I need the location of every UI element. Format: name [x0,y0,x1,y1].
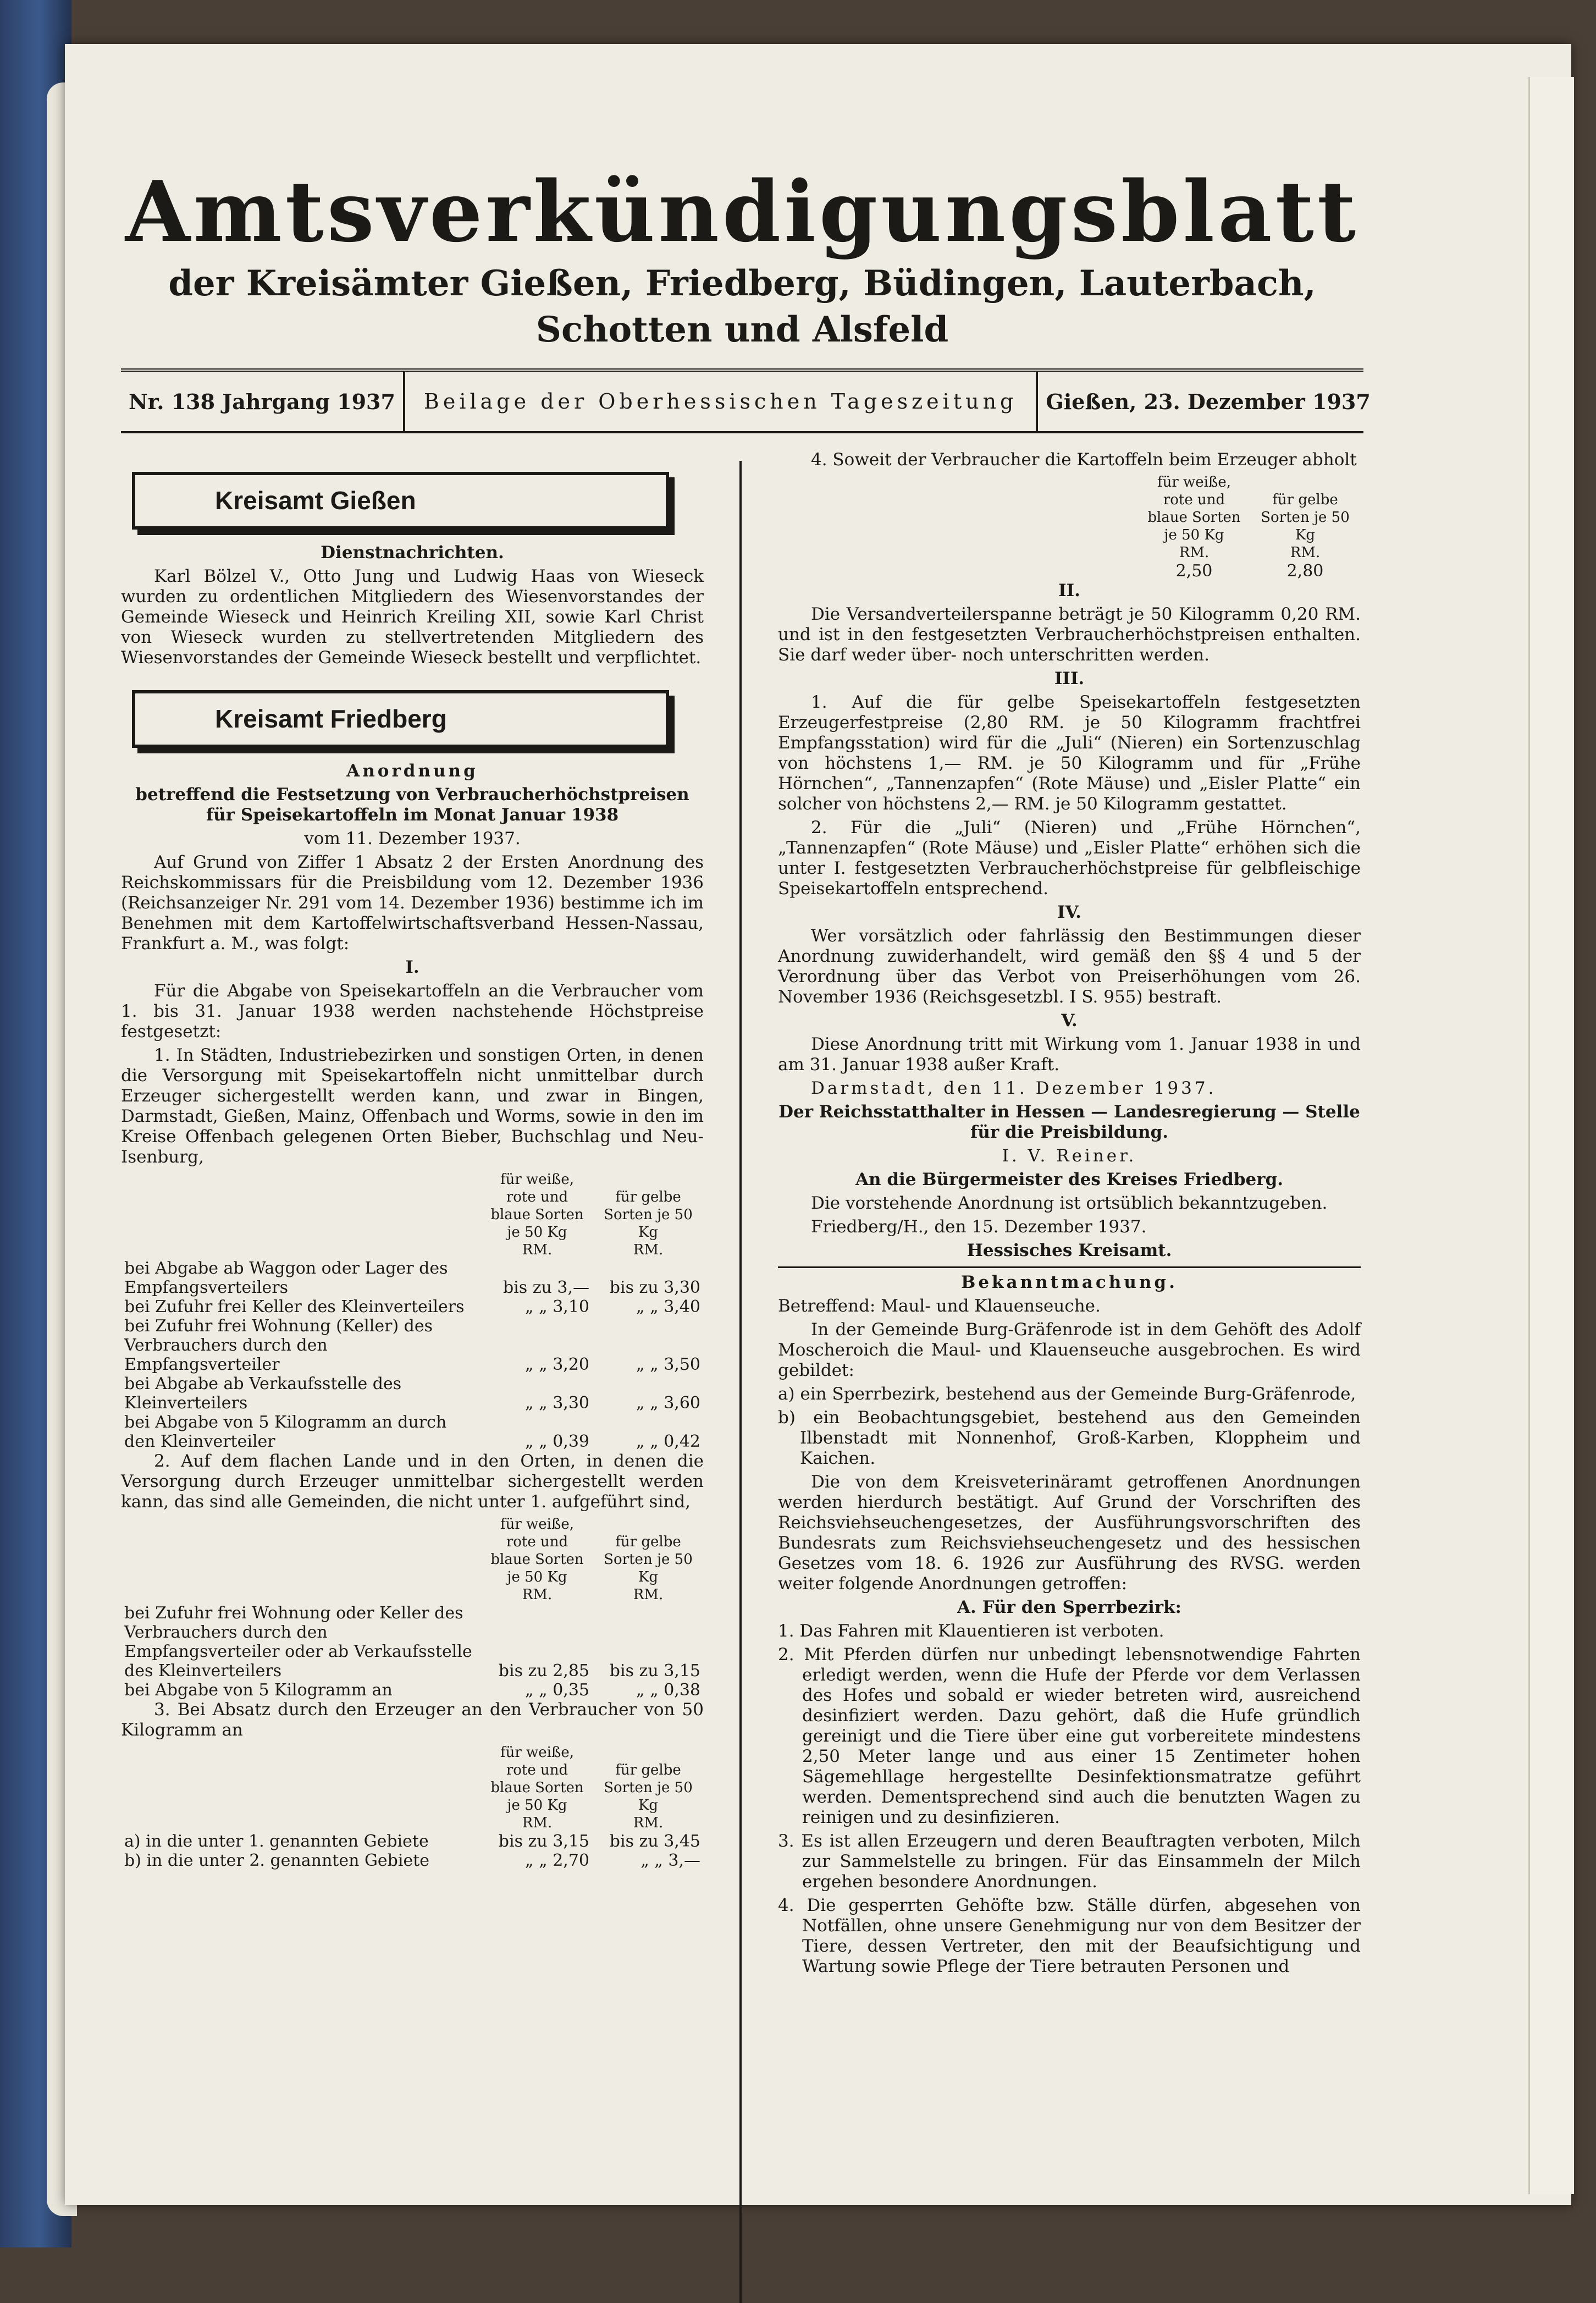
paragraph-1: 1. In Städten, Industriebezirken und sonstigen Orten, in denen die Versorgung mit Speisekartoffeln nicht unmittelbar durch Erzeuger sichergestellt werden kann, und zwar in Bingen, Darmstadt, Gießen, Mainz, Offenbach und Worms, sowie in den im Kreise Offenbach gelegenen Orten Bieber, Buchschlag und Neu-Isenburg, [121,1045,704,1167]
signature-reiner: I. V. Reiner. [1002,1146,1137,1166]
page-edge [1528,77,1574,2194]
anordnung-date: vom 11. Dezember 1937. [304,829,521,849]
reichsstatthalter: Der Reichsstatthalter in Hessen — Landesregierung — Stelle für die Preisbildung. [778,1102,1360,1142]
anordnung-intro: Auf Grund von Ziffer 1 Absatz 2 der Ersten Anordnung des Reichskommissars für die Preisbildung vom 12. Dezember 1936 (Reichsanzeiger Nr. 291 vom 14. Dezember 1936) bestimme ich im Benehmen mit dem Kartoffelwirtschaftsverband Hessen-Nassau, Frankfurt a. M., was folgt: [121,852,704,954]
table-row: bei Abgabe ab Verkaufsstelle des Kleinverteilers „ „ 3,30 „ „ 3,60 [124,1374,700,1413]
table-row: bei Abgabe von 5 Kilogramm an durch den Kleinverteiler „ „ 0,39 „ „ 0,42 [124,1413,700,1451]
price-table-2 [121,1516,704,1700]
paragraph-4: 4. Soweit der Verbraucher die Kartoffeln beim Erzeuger abholt [811,450,1357,470]
currency-label: RM. [522,1242,553,1258]
section-III-p1: 1. Auf die für gelbe Speisekartoffeln festgesetzten Erzeugerfestpreise (2,80 RM. je 50 Kilogramm frachtfrei Empfangsstation) wird für die „Juli“ (Nieren) ein Sortenzuschlag von höchstens 1,— RM. je 50 Kilogramm und für „Frühe Hörnchen“, „Tannenzapfen“ (Rote Mäuse) und „Eisler Platte“ ein solcher von höchstens 2,— RM. je 50 Kilogramm gestattet. [778,692,1361,814]
currency-label: RM. [633,1242,664,1258]
col-head-yellow: für gelbe Sorten je 50 Kg [604,1534,693,1585]
list-item: 4. Die gesperrten Gehöfte bzw. Ställe dürfen, abgesehen von Notfällen, ohne unsere Genehmigung nur von dem Besitzer der Tiere, dessen Vertreter, den mit der Beaufsichtigung und Wartung sowie Pflege der Tiere betrauten Personen und [778,1896,1361,1976]
price-table-4 [778,473,1361,581]
currency-label: RM. [1179,544,1210,561]
col-head-white: für weiße, rote und blaue Sorten je 50 Kg [490,1516,584,1585]
currency-label: RM. [1290,544,1321,561]
bekanntgabe-text: Die vorstehende Anordnung ist ortsüblich bekanntzugeben. [811,1193,1328,1213]
section-box-friedberg: Kreisamt Friedberg [132,690,669,748]
dienst-text: Karl Bölzel V., Otto Jung und Ludwig Haas von Wieseck wurden zu ordentlichen Mitgliedern des Wiesenvorstandes der Gemeinde Wieseck und Heinrich Kreiling XII, sowie Karl Christ von Wieseck wurden zu stellvertretenden Mitgliedern des Wiesenvorstandes der Gemeinde Wieseck bestellt und verpflichtet. [121,566,704,668]
bekanntmachung-heading: Bekanntmachung. [961,1272,1178,1292]
paragraph-3: 3. Bei Absatz durch den Erzeuger an den Verbraucher von 50 Kilogramm an [121,1700,704,1740]
currency-label: RM. [522,1586,553,1603]
column-rule [739,461,742,2303]
right-column [778,450,1361,1980]
section-II-text: Die Versandverteilerspanne beträgt je 50 Kilogramm 0,20 RM. und ist in den festgesetzten Verbraucherhöchstpreisen enthalten. Sie darf weder über- noch unterschritten werden. [778,604,1361,665]
issue-date: Gießen, 23. Dezember 1937 [1046,389,1371,414]
list-item: 2. Mit Pferden dürfen nur unbedingt lebensnotwendige Fahrten erledigt werden, wenn die Hufe der Pferde vor dem Verlassen des Hofes und sobald er wieder betreten wird, ausreichend desinfiziert werden. Dazu gehört, daß die Hufe gründlich gereinigt und die Tiere über eine gut vorbereitete mindestens 2,50 Meter lange und aus einer 15 Zentimeter hohen Sägemehllage hergestellte Desinfektionsmatratze geführt werden. Dementsprechend sind auch die benutzten Wagen zu reinigen und zu desinfizieren. [778,1645,1361,1827]
mks-text: Die von dem Kreisveterinäramt getroffenen Anordnungen werden hierdurch bestätigt. Auf Grund der Vorschriften des Reichsviehseuchengesetzes, der Ausführungsvorschriften des Bundesrats zum Reichsviehseuchengesetz und des hessischen Gesetzes vom 18. 6. 1926 zur Ausführung des RVSG. werden weiter folgende Anordnungen getroffen: [778,1472,1361,1594]
section-III-p2: 2. Für die „Juli“ (Nieren) und „Frühe Hörnchen“, „Tannenzapfen“ (Rote Mäuse) und „Eisler Platte“ erhöhen sich die unter I. festgesetzten Verbraucherhöchstpreise für gelbfleischige Speisekartoffeln entsprechend. [778,818,1361,899]
section-I-text: Für die Abgabe von Speisekartoffeln an die Verbraucher vom 1. bis 31. Januar 1938 werden nachstehende Höchstpreise festgesetzt: [121,981,704,1042]
col-head-white: für weiße, rote und blaue Sorten je 50 Kg [1147,474,1241,543]
table-row: bei Abgabe von 5 Kilogramm an „ „ 0,35 „ „ 0,38 [124,1681,700,1700]
section-I: I. [405,957,419,977]
issue-info-bar [121,368,1371,433]
divider [778,1266,1361,1268]
table-row: bei Abgabe ab Waggon oder Lager des Empfangsverteilers bis zu 3,— bis zu 3,30 [124,1259,700,1297]
section-IV-text: Wer vorsätzlich oder fahrlässig den Bestimmungen dieser Anordnung zuwiderhandelt, wird gemäß den §§ 4 und 5 der Verordnung über das Verbot von Preiserhöhungen vom 26. November 1936 (Reichsgesetzbl. I S. 955) bestraft. [778,926,1361,1007]
mks-beobachtungsgebiet: b) ein Beobachtungsgebiet, bestehend aus den Gemeinden Ilbenstadt mit Nonnenhof, Groß-Karben, Kloppheim und Kaichen. [778,1408,1361,1468]
table-row: bei Zufuhr frei Keller des Kleinverteilers „ „ 3,10 „ „ 3,40 [124,1297,700,1316]
col-head-yellow: für gelbe Sorten je 50 Kg [604,1762,693,1814]
left-column [121,450,704,1870]
darmstadt-date: Darmstadt, den 11. Dezember 1937. [811,1078,1217,1098]
mks-sperrbezirk: a) ein Sperrbezirk, bestehend aus der Gemeinde Burg-Gräfenrode, [778,1384,1356,1404]
masthead-subtitle: der Kreisämter Gießen, Friedberg, Büdingen, Lauterbach, Schotten und Alsfeld [168,263,1316,350]
friedberg-date: Friedberg/H., den 15. Dezember 1937. [811,1217,1147,1237]
table-row: bei Zufuhr frei Wohnung oder Keller des Verbrauchers durch den Empfangsverteiler oder ab Verkaufsstelle des Kleinverteilers bis zu 2,85 bis zu 3,15 [124,1604,700,1681]
table-row: a) in die unter 1. genannten Gebiete bis zu 3,15 bis zu 3,45 [124,1832,700,1851]
section-V: V. [1061,1011,1078,1031]
issue-number: Nr. 138 Jahrgang 1937 [129,389,395,414]
paragraph-2: 2. Auf dem flachen Lande und in den Orten, in denen die Versorgung durch Erzeuger unmittelbar sichergestellt werden kann, das sind alle Gemeinden, die nicht unter 1. aufgeführt sind, [121,1451,704,1512]
masthead [121,162,1371,433]
anordnung-subject: betreffend die Festsetzung von Verbraucherhöchstpreisen für Speisekartoffeln im Monat Januar 1938 [135,785,689,825]
col-head-yellow: für gelbe Sorten je 50 Kg [604,1189,693,1241]
price-table-1 [121,1171,704,1451]
dienst-heading: Dienstnachrichten. [321,543,504,563]
mks-intro: In der Gemeinde Burg-Gräfenrode ist in dem Gehöft des Adolf Moscheroich die Maul- und Klauenseuche ausgebrochen. Es wird gebildet: [778,1320,1361,1380]
section-III: III. [1054,669,1085,688]
section-II: II. [1058,581,1080,600]
sperrbezirk-heading: A. Für den Sperrbezirk: [957,1597,1181,1617]
section-box-giessen: Kreisamt Gießen [132,472,669,530]
currency-label: RM. [633,1586,664,1603]
col-head-white: für weiße, rote und blaue Sorten je 50 Kg [490,1171,584,1241]
col-head-white: für weiße, rote und blaue Sorten je 50 Kg [490,1744,584,1814]
list-item: 3. Es ist allen Erzeugern und deren Beauftragten verboten, Milch zur Sammelstelle zu bringen. Für das Einsammeln der Milch ergehen besondere Anordnungen. [778,1831,1361,1892]
anordnung-heading: Anordnung [346,761,478,781]
col-head-yellow: für gelbe Sorten je 50 Kg [1261,492,1350,543]
table-row: b) in die unter 2. genannten Gebiete „ „ 2,70 „ „ 3,— [124,1851,700,1870]
price-table-3 [121,1744,704,1870]
section-IV: IV. [1057,902,1081,922]
currency-label: RM. [633,1815,664,1831]
kreisamt-signature: Hessisches Kreisamt. [967,1241,1172,1260]
betreffend: Betreffend: Maul- und Klauenseuche. [778,1296,1101,1316]
table-row: 2,50 2,80 [1175,561,1324,581]
currency-label: RM. [522,1815,553,1831]
table-row: bei Zufuhr frei Wohnung (Keller) des Verbrauchers durch den Empfangsverteiler „ „ 3,20 „ „ 3,50 [124,1316,700,1374]
page-content [121,162,1371,1976]
section-V-text: Diese Anordnung tritt mit Wirkung vom 1. Januar 1938 in und am 31. Januar 1938 außer Kraft. [778,1034,1361,1075]
addressee: An die Bürgermeister des Kreises Friedberg. [855,1170,1284,1189]
masthead-title: Amtsverkündigungsblatt [125,162,1360,261]
list-item: 1. Das Fahren mit Klauentieren ist verboten. [778,1621,1164,1641]
supplement-label: Beilage der Oberhessischen Tageszeitung [403,372,1038,431]
